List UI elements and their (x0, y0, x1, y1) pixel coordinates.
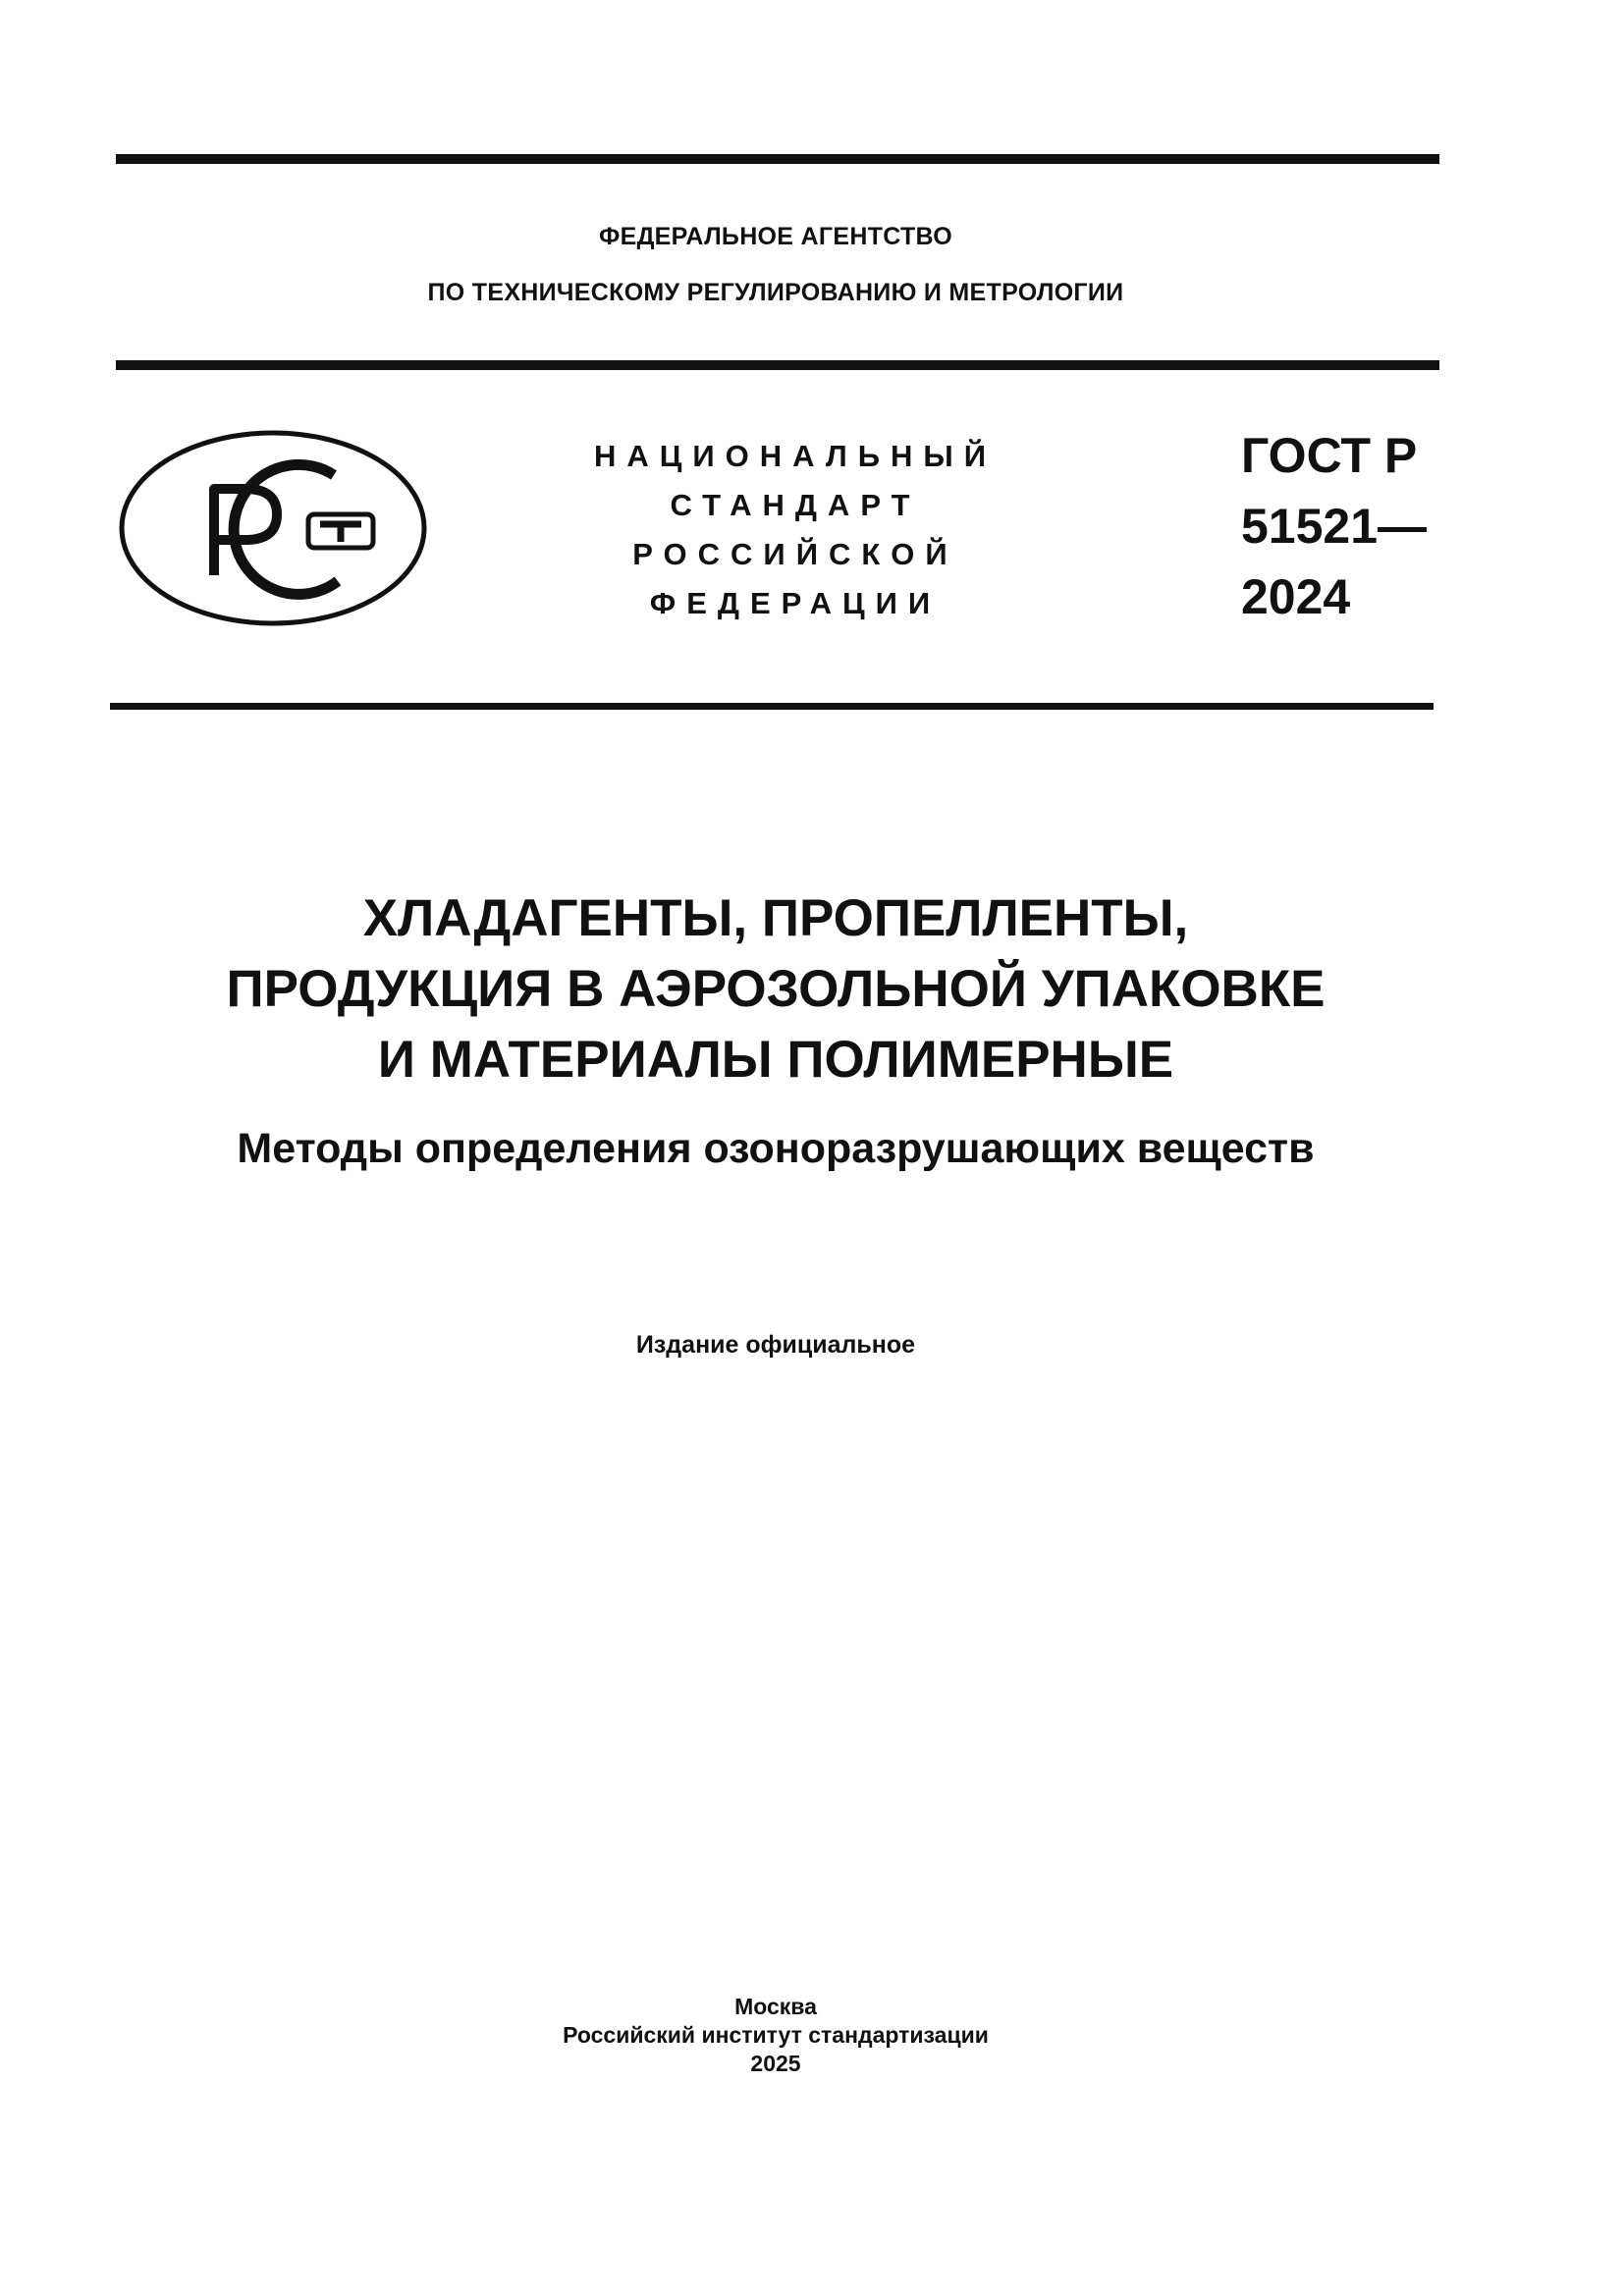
top-rule (116, 154, 1439, 164)
imprint-publisher: Российский институт стандартизации (563, 2022, 989, 2048)
imprint-city: Москва (734, 1994, 817, 2019)
national-standard-line-4: ФЕДЕРАЦИИ (649, 586, 942, 620)
designation-number: 51521— (1241, 499, 1428, 554)
imprint-year: 2025 (750, 2051, 801, 2076)
document-title (0, 883, 1551, 1095)
header-rule (110, 703, 1434, 710)
imprint (0, 1993, 1551, 2078)
rst-certification-mark-icon (116, 428, 430, 628)
agency-line-1: ФЕДЕРАЛЬНОЕ АГЕНТСТВО (598, 223, 953, 250)
designation-year: 2024 (1241, 569, 1351, 624)
agency-line-2: ПО ТЕХНИЧЕСКОМУ РЕГУЛИРОВАНИЮ И МЕТРОЛОГИИ (427, 279, 1124, 306)
title-line-1: ХЛАДАГЕНТЫ, ПРОПЕЛЛЕНТЫ, (362, 889, 1189, 947)
document-subtitle: Методы определения озоноразрушающих веществ (237, 1125, 1315, 1172)
agency-rule (116, 360, 1439, 370)
title-line-3: И МАТЕРИАЛЫ ПОЛИМЕРНЫЕ (377, 1031, 1174, 1089)
national-standard-line-2: СТАНДАРТ (670, 488, 921, 522)
national-standard-line-3: РОССИЙСКОЙ (632, 537, 958, 571)
designation-prefix: ГОСТ Р (1241, 428, 1418, 483)
national-standard-line-1: НАЦИОНАЛЬНЫЙ (593, 439, 998, 473)
edition-note: Издание официальное (635, 1331, 916, 1359)
standard-designation (1241, 420, 1457, 632)
national-standard-label (550, 432, 1041, 628)
title-line-2: ПРОДУКЦИЯ В АЭРОЗОЛЬНОЙ УПАКОВКЕ (226, 960, 1326, 1018)
